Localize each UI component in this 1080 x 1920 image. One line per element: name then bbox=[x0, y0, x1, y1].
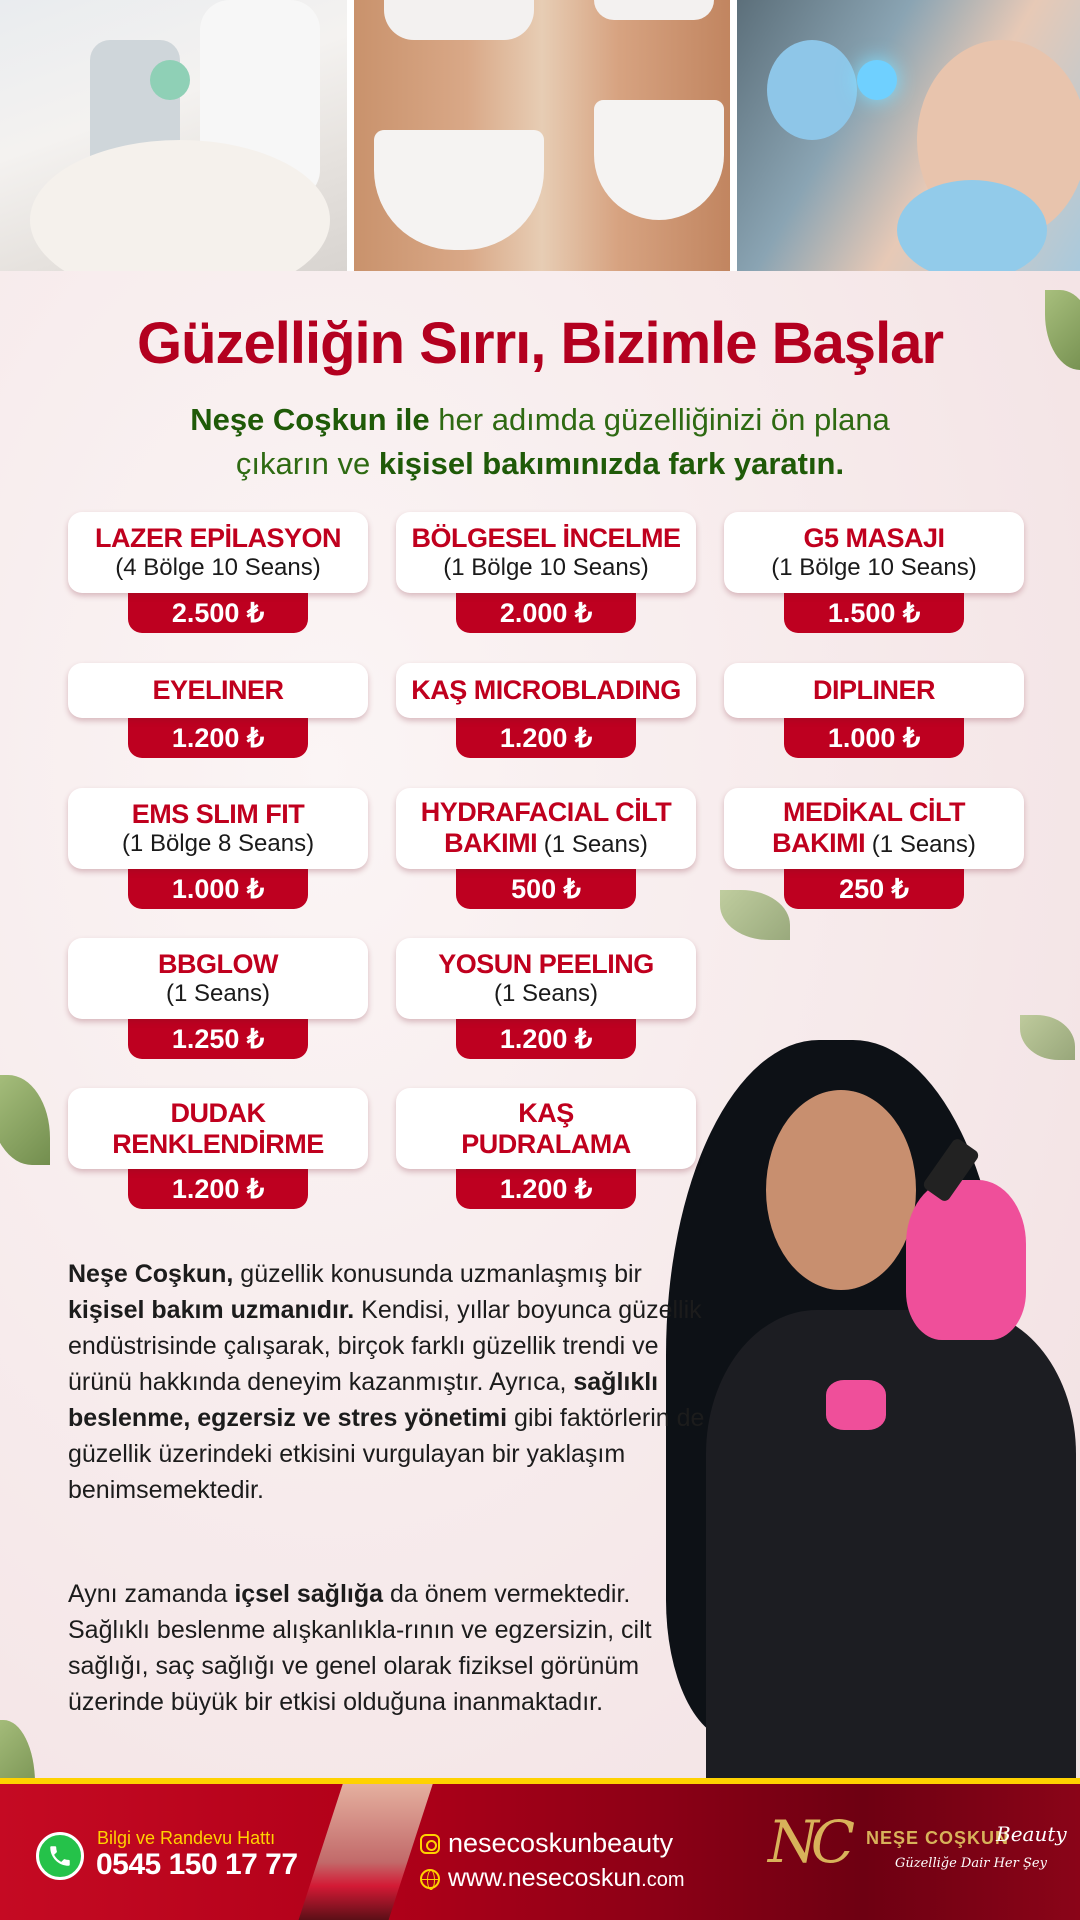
service-card-kas-microblading: KAŞ MICROBLADING 1.200 ₺ bbox=[396, 663, 696, 758]
price-tag: 500 ₺ bbox=[456, 869, 636, 909]
instagram-icon bbox=[420, 1834, 440, 1854]
price-tag: 2.500 ₺ bbox=[128, 593, 308, 633]
subtitle-brand: Neşe Coşkun ile bbox=[190, 402, 430, 437]
brand-tagline: Güzelliğe Dair Her Şey bbox=[895, 1856, 1047, 1871]
service-card-dudak-renklendirme: DUDAK RENKLENDİRME 1.200 ₺ bbox=[68, 1088, 368, 1209]
service-card-eyeliner: EYELINER 1.200 ₺ bbox=[68, 663, 368, 758]
price-tag: 1.250 ₺ bbox=[128, 1019, 308, 1059]
price-tag: 1.200 ₺ bbox=[456, 1169, 636, 1209]
laser-epilation-photo bbox=[0, 0, 347, 271]
bio-paragraph-2: Aynı zamanda içsel sağlığa da önem vermektedir. Sağlıklı beslenme alışkanlıkla-rının ve egzersizin, cilt sağlığı, saç sağlığı ve genel olarak fiziksel görünüm üzerinde büyük bir etkisi olduğuna inanmaktadır. bbox=[68, 1580, 652, 1716]
price-tag: 1.200 ₺ bbox=[456, 1019, 636, 1059]
bio-paragraph-1: Neşe Coşkun, güzellik konusunda uzmanlaşmış bir kişisel bakım uzmanıdır. Kendisi, yıllar boyunca güzellik endüstrisinde çalışarak, birçok farklı güzellik trendi ve ürünü hakkında deneyim kazanmıştır. Ayrıca, sağlıklı beslenme, egzersiz ve stres yönetimi gibi faktörlerin de güzellik üzerindeki etkisini vurgulayan bir yaklaşım benimsemektedir. bbox=[68, 1260, 705, 1504]
website-link[interactable]: www.nesecoskun.com bbox=[420, 1864, 685, 1893]
service-card-dipliner: DIPLINER 1.000 ₺ bbox=[724, 663, 1024, 758]
service-card-yosun-peeling: YOSUN PEELING (1 Seans) 1.200 ₺ bbox=[396, 938, 696, 1059]
price-tag: 1.200 ₺ bbox=[128, 718, 308, 758]
price-tag: 1.200 ₺ bbox=[128, 1169, 308, 1209]
hydrafacial-photo bbox=[737, 0, 1080, 271]
service-card-bbglow: BBGLOW (1 Seans) 1.250 ₺ bbox=[68, 938, 368, 1059]
brand-logo-name: NEŞE COŞKUN bbox=[866, 1828, 1010, 1848]
footer-contact-bar bbox=[0, 1784, 1080, 1920]
service-card-hydrafacial: HYDRAFACIAL CİLT BAKIMI (1 Seans) 500 ₺ bbox=[396, 788, 696, 909]
brand-logo-beauty: Beauty bbox=[996, 1822, 1067, 1846]
page-title: Güzelliğin Sırrı, Bizimle Başlar bbox=[136, 311, 944, 376]
body-slimming-photo bbox=[354, 0, 730, 271]
service-card-medikal-cilt: MEDİKAL CİLT BAKIMI (1 Seans) 250 ₺ bbox=[724, 788, 1024, 909]
header-photo-strip bbox=[0, 0, 1080, 271]
price-tag: 1.200 ₺ bbox=[456, 718, 636, 758]
lips-photo bbox=[294, 1784, 436, 1920]
page-subtitle: Neşe Coşkun ile her adımda güzelliğinizi ön plana çıkarın ve kişisel bakımınızda fark yaratın. bbox=[190, 402, 890, 481]
instagram-link[interactable]: nesecoskunbeauty bbox=[420, 1828, 673, 1859]
phone-number[interactable]: 0545 150 17 77 bbox=[96, 1848, 298, 1881]
brand-logo-monogram: NC bbox=[768, 1808, 848, 1876]
price-tag: 1.000 ₺ bbox=[784, 718, 964, 758]
service-card-lazer-epilasyon: LAZER EPİLASYON (4 Bölge 10 Seans) 2.500 ₺ bbox=[68, 512, 368, 633]
price-tag: 1.000 ₺ bbox=[128, 869, 308, 909]
service-card-kas-pudralama: KAŞ PUDRALAMA 1.200 ₺ bbox=[396, 1088, 696, 1209]
price-tag: 1.500 ₺ bbox=[784, 593, 964, 633]
service-card-bolgesel-incelme: BÖLGESEL İNCELME (1 Bölge 10 Seans) 2.000 ₺ bbox=[396, 512, 696, 633]
service-card-g5-masaji: G5 MASAJI (1 Bölge 10 Seans) 1.500 ₺ bbox=[724, 512, 1024, 633]
leaf-decoration bbox=[0, 1075, 50, 1165]
price-tag: 250 ₺ bbox=[784, 869, 964, 909]
service-card-ems-slim-fit: EMS SLIM FIT (1 Bölge 8 Seans) 1.000 ₺ bbox=[68, 788, 368, 909]
whatsapp-icon[interactable] bbox=[36, 1832, 84, 1880]
globe-icon bbox=[420, 1869, 440, 1889]
price-tag: 2.000 ₺ bbox=[456, 593, 636, 633]
contact-line-label: Bilgi ve Randevu Hattı bbox=[97, 1828, 276, 1848]
